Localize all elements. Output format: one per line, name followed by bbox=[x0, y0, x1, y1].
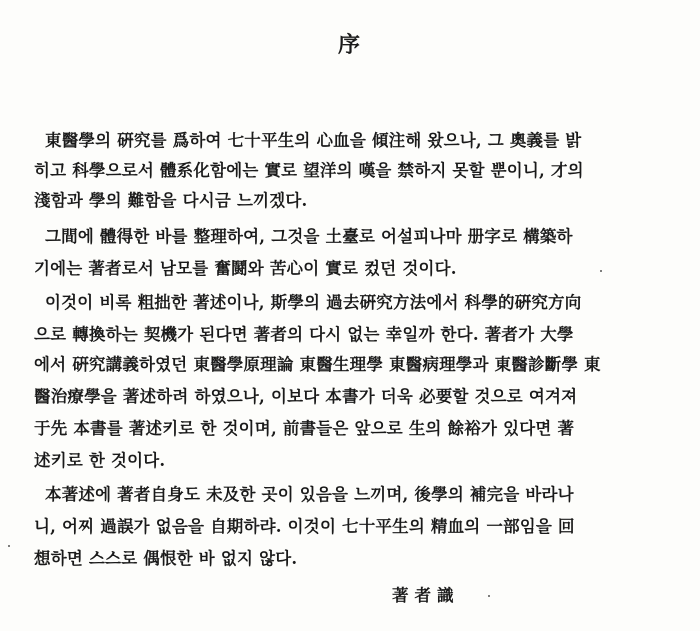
paragraph-line: 그間에 體得한 바를 整理하여, 그것을 土臺로 어설피나마 册字로 構築하 bbox=[45, 227, 573, 246]
scan-speck bbox=[488, 595, 490, 597]
scan-speck bbox=[8, 545, 10, 547]
paragraph-line: 本著述에 著者自身도 未及한 곳이 있음을 느끼며, 後學의 補完을 바라나 bbox=[45, 485, 574, 504]
paragraph-line: 醫治療學을 著述하려 하였으나, 이보다 本書가 더욱 必要할 것으로 여겨져 bbox=[34, 387, 578, 406]
page-title: 序 bbox=[337, 32, 362, 58]
paragraph-line: 淺함과 學의 難함을 다시금 느끼겠다. bbox=[34, 191, 308, 210]
paragraph-line: 想하면 스스로 偶恨한 바 없지 않다. bbox=[34, 549, 298, 568]
paragraph-line: 이것이 비록 粗拙한 著述이나, 斯學의 過去硏究方法에서 科學的硏究方向 bbox=[45, 293, 582, 312]
paragraph-line: 于先 本書를 著述키로 한 것이며, 前書들은 앞으로 生의 餘裕가 있다면 著 bbox=[34, 419, 575, 438]
paragraph-line: 에서 硏究講義하였던 東醫學原理論 東醫生理學 東醫病理學과 東醫診斷學 東 bbox=[34, 355, 601, 374]
paragraph-line: 기에는 著者로서 남모를 奮鬪와 苦心이 實로 컸던 것이다. bbox=[34, 259, 457, 278]
paragraph-line: 東醫學의 硏究를 爲하여 七十平生의 心血을 傾注해 왔으나, 그 奧義를 밝 bbox=[45, 131, 582, 150]
author-signature: 著者識 bbox=[392, 586, 460, 605]
paragraph-line: 으로 轉換하는 契機가 된다면 著者의 다시 없는 幸일까 한다. 著者가 大學 bbox=[34, 325, 574, 344]
scan-speck bbox=[600, 270, 602, 272]
paragraph-line: 니, 어찌 過誤가 없음을 自期하랴. 이것이 七十平生의 精血의 一部임을 回 bbox=[34, 517, 575, 536]
paragraph-line: 述키로 한 것이다. bbox=[34, 451, 166, 470]
paragraph-line: 히고 科學으로서 體系化함에는 實로 望洋의 嘆을 禁하지 못할 뿐이니, 才의 bbox=[34, 161, 584, 180]
